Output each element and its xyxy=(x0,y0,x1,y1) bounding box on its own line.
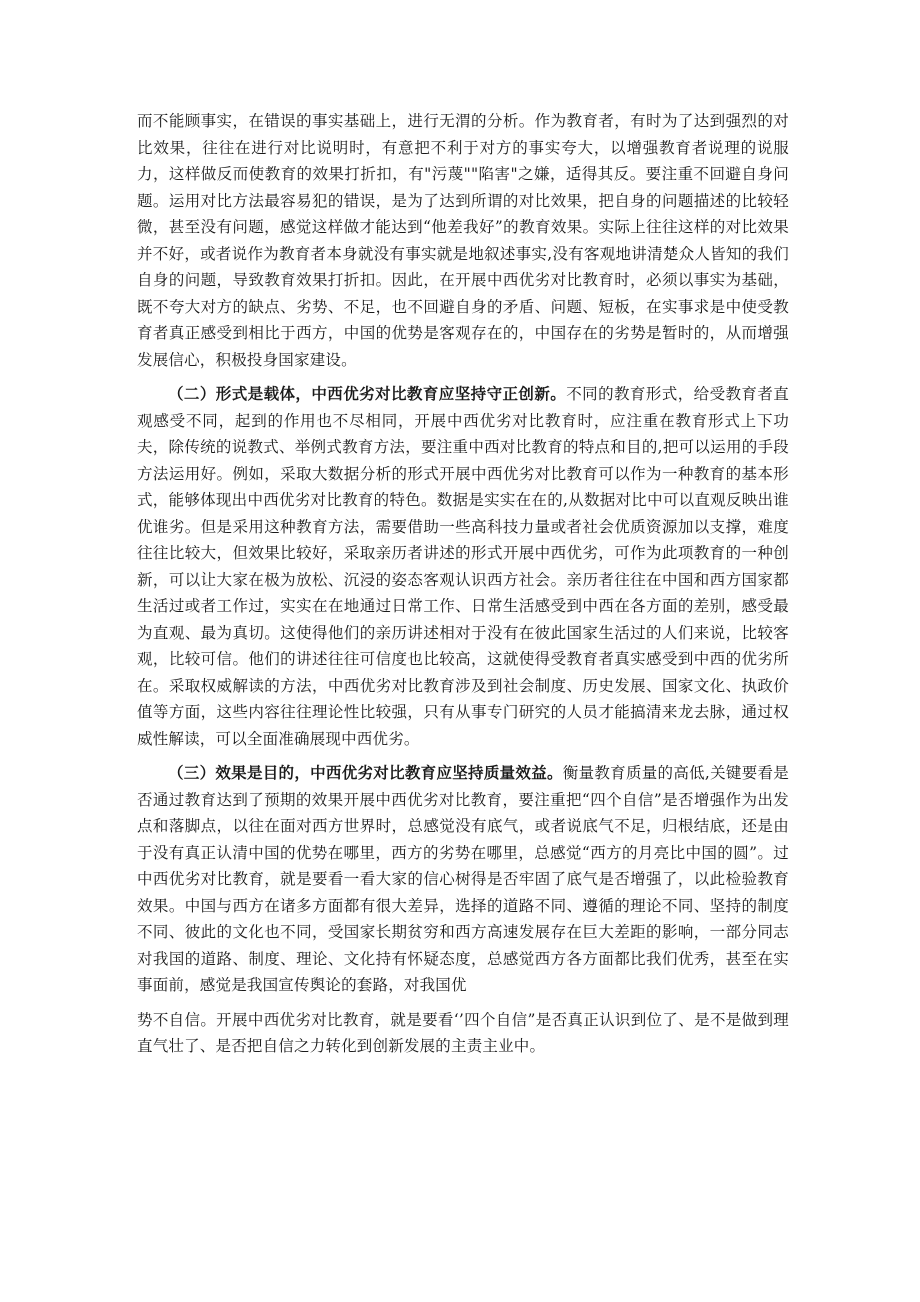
paragraph-body: 不同的教育形式，给受教育者直观感受不同，起到的作用也不尽相同，开展中西优劣对比教育时，应注重在教育形式上下功夫，除传统的说教式、举例式教育方法，要注重中西对比教育的特点和目的,把可以运用的手段方法运用好。例如，采取大数据分析的形式开展中西优劣对比教育可以作为一种教育的基本形式，能够体现出中西优劣对比教育的特色。数据是实实在在的,从数据对比中可以直观反映出谁优谁劣。但是采用这种教育方法，需要借助一些高科技力量或者社会优质资源加以支撑，难度往往比较大，但效果比较好，采取亲历者讲述的形式开展中西优劣，可作为此项教育的一种创新，可以让大家在极为放松、沉浸的姿态客观认识西方社会。亲历者往往在中国和西方国家都生活过或者工作过，实实在在地通过日常工作、日常生活感受到中西在各方面的差别，感受最为直观、最为真切。这使得他们的亲历讲述相对于没有在彼此国家生活过的人们来说，比较客观，比较可信。他们的讲述往往可信度也比较高，这就使得受教育者真实感受到中西的优劣所在。采取权威解读的方法，中西优劣对比教育涉及到社会制度、历史发展、国家文化、执政价值等方面，这些内容往往理论性比较强，只有从事专门研究的人员才能搞清来龙去脉，通过权威性解读，可以全面准确展现中西优劣。 xyxy=(137,385,789,748)
section-heading: （二）形式是载体，中西优劣对比教育应坚持守正创新。 xyxy=(168,384,567,403)
paragraph-section-3 xyxy=(137,760,789,999)
paragraph-continuation xyxy=(137,108,789,373)
paragraph-body: 衡量教育质量的高低,关键要看是否通过教育达到了预期的效果开展中西优劣对比教育，要注重把“四个自信”是否增强作为出发点和落脚点，以往在面对西方世界时，总感觉没有底气，或者说底气不足，归根结底，还是由于没有真正认清中国的优势在哪里，西方的劣势在哪里，总感觉“西方的月亮比中国的圆”。过中西优劣对比教育，就是要看一看大家的信心树得是否牢固了底气是否增强了，以此检验教育效果。中国与西方在诸多方面都有很大差异，选择的道路不同、遵循的理论不同、坚持的制度不同、彼此的文化也不同，受国家长期贫穷和西方高速发展存在巨大差距的影响，一部分同志对我国的道路、制度、理论、文化持有怀疑态度，总感觉西方各方面都比我们优秀，甚至在实事面前，感觉是我国宣传舆论的套路，对我国优 xyxy=(137,764,789,994)
section-heading: （三）效果是目的，中西优劣对比教育应坚持质量效益。 xyxy=(168,763,563,782)
document-page xyxy=(137,108,789,1060)
paragraph-tail xyxy=(137,1007,789,1060)
paragraph-body: 势不自信。开展中西优劣对比教育，就是要看‘’四个自信”是否真正认识到位了、是不是做到理直气壮了、是否把自信之力转化到创新发展的主责主业中。 xyxy=(137,1010,789,1055)
paragraph-section-2 xyxy=(137,381,789,752)
paragraph-body: 而不能顾事实，在错误的事实基础上，进行无渭的分析。作为教育者，有时为了达到强烈的对比效果，往往在进行对比说明时，有意把不利于对方的事实夸大，以增强教育者说理的说服力，这样做反而使教育的效果打折扣，有"污蔑""陷害"之嫌，适得其反。要注重不回避自身问题。运用对比方法最容易犯的错误，是为了达到所谓的对比效果，把自身的问题描述的比较轻微，甚至没有问题，感觉这样做才能达到“他差我好”的教育效果。实际上往往这样的对比效果并不好，或者说作为教育者本身就没有事实就是地叙述事实,没有客观地讲清楚众人皆知的我们自身的问题，导致教育效果打折扣。因此，在开展中西优劣对比教育时，必须以事实为基础，既不夸大对方的缺点、劣势、不足，也不回避自身的矛盾、问题、短板，在实事求是中使受教育者真正感受到相比于西方，中国的优势是客观存在的，中国存在的劣势是暂时的，从而增强发展信心，积极投身国家建设。 xyxy=(137,112,789,369)
